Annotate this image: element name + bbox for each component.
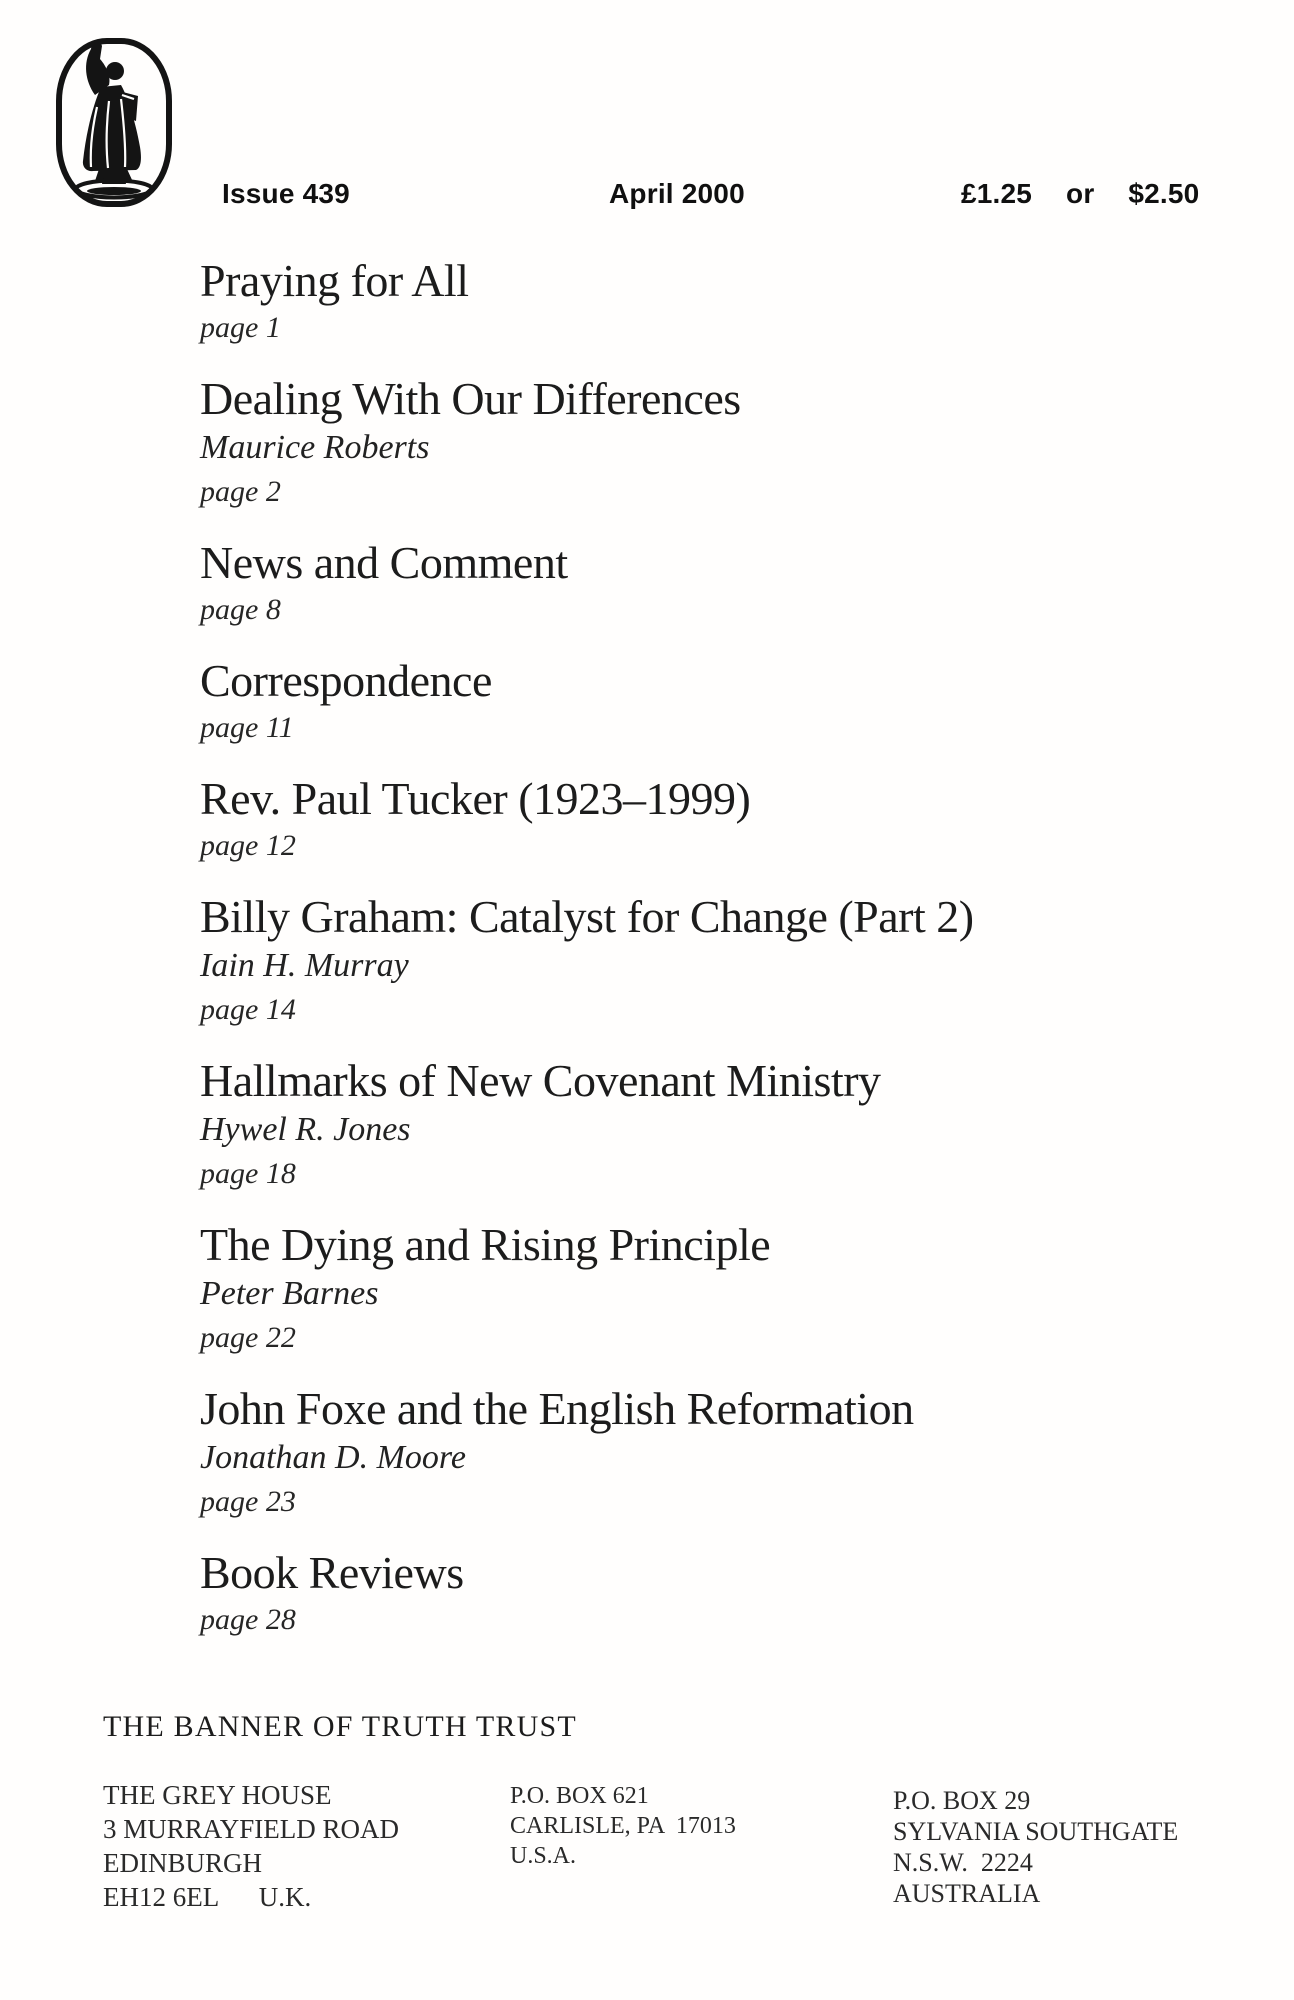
article-title: Hallmarks of New Covenant Ministry — [200, 1055, 881, 1106]
article-page-ref: page 2 — [200, 475, 281, 508]
article-title: Correspondence — [200, 655, 492, 706]
article-author: Jonathan D. Moore — [200, 1439, 466, 1476]
article-author: Maurice Roberts — [200, 429, 430, 466]
address-line: EH12 6EL U.K. — [103, 1882, 312, 1912]
address-line: CARLISLE, PA 17013 — [510, 1813, 736, 1839]
article-page-ref: page 11 — [200, 711, 294, 744]
toc-entry — [200, 655, 1220, 749]
toc-entry — [200, 891, 1220, 1031]
publisher-name: THE BANNER OF TRUTH TRUST — [103, 1710, 577, 1743]
article-page-ref: page 8 — [200, 593, 281, 626]
article-title: Praying for All — [200, 255, 469, 306]
issue-number: Issue 439 — [222, 178, 350, 209]
address-line: THE GREY HOUSE — [103, 1780, 332, 1810]
address-line: P.O. BOX 29 — [893, 1786, 1031, 1815]
article-page-ref: page 22 — [200, 1321, 296, 1354]
article-page-ref: page 28 — [200, 1603, 296, 1636]
toc-entry — [200, 1383, 1220, 1523]
toc-entry — [200, 373, 1220, 513]
publisher-address-uk — [103, 1778, 399, 1914]
article-page-ref: page 12 — [200, 829, 296, 862]
article-author: Iain H. Murray — [200, 947, 409, 984]
toc-entry — [200, 1219, 1220, 1359]
address-line: SYLVANIA SOUTHGATE — [893, 1817, 1179, 1846]
article-page-ref: page 18 — [200, 1157, 296, 1190]
article-title: John Foxe and the English Reformation — [200, 1383, 914, 1434]
address-line: N.S.W. 2224 — [893, 1848, 1033, 1877]
article-title: Dealing With Our Differences — [200, 373, 741, 424]
toc-entry — [200, 255, 1220, 349]
toc-entry — [200, 773, 1220, 867]
address-line: EDINBURGH — [103, 1848, 262, 1878]
article-title: The Dying and Rising Principle — [200, 1219, 771, 1270]
table-of-contents — [200, 255, 1220, 1665]
article-title: Book Reviews — [200, 1547, 464, 1598]
address-line: P.O. BOX 621 — [510, 1783, 649, 1809]
article-title: Billy Graham: Catalyst for Change (Part 2) — [200, 891, 974, 942]
article-author: Peter Barnes — [200, 1275, 379, 1312]
article-title: Rev. Paul Tucker (1923–1999) — [200, 773, 751, 824]
banner-of-truth-logo-icon — [55, 37, 173, 208]
toc-entry — [200, 537, 1220, 631]
issue-date: April 2000 — [609, 178, 745, 209]
article-page-ref: page 1 — [200, 311, 281, 344]
article-title: News and Comment — [200, 537, 568, 588]
address-line: U.S.A. — [510, 1843, 577, 1869]
article-author: Hywel R. Jones — [200, 1111, 411, 1148]
toc-entry — [200, 1055, 1220, 1195]
article-page-ref: page 23 — [200, 1485, 296, 1518]
address-line: 3 MURRAYFIELD ROAD — [103, 1814, 400, 1844]
article-page-ref: page 14 — [200, 993, 296, 1026]
toc-entry — [200, 1547, 1220, 1641]
publisher-address-usa — [510, 1781, 736, 1871]
issue-price: £1.25 or $2.50 — [961, 178, 1200, 209]
publisher-address-australia — [893, 1785, 1178, 1909]
address-line: AUSTRALIA — [893, 1879, 1041, 1908]
